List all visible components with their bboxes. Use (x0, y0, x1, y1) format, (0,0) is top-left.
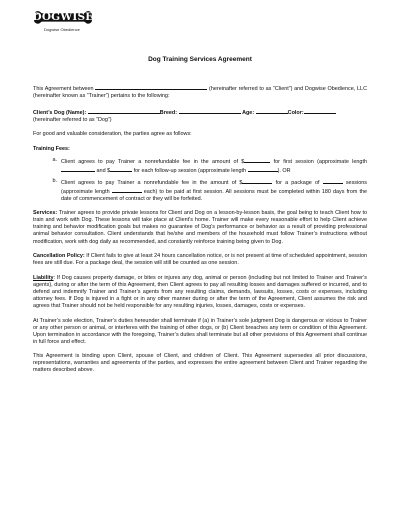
agreement-body (33, 84, 367, 382)
dog-info-paragraph (33, 108, 367, 124)
training-fees-heading: Training Fees: (33, 145, 70, 152)
age-blank[interactable] (256, 108, 288, 114)
fee-option-b-text (61, 178, 367, 203)
package-count-blank[interactable] (323, 178, 343, 184)
fee-a-part1: Client agrees to pay Trainer a nonrefundable fee in the amount of $ (61, 158, 245, 165)
followup-fee-blank[interactable] (110, 166, 132, 172)
client-name-blank[interactable] (95, 84, 207, 90)
logo-text: DOGWISE (32, 11, 94, 23)
services-paragraph (33, 210, 367, 245)
fee-b-part3: sessions (approximate length (61, 179, 367, 196)
binding-paragraph: This Agreement is binding upon Client, spouse of Client, and children of Client. This Agreement supersedes all prior discussions, representations, warranties and agreements of the parties, and expresses the entire agreement between Client and Trainer regarding the matters described above. (33, 353, 367, 374)
fee-a-part5: ). OR (277, 167, 291, 174)
training-fees-section (33, 146, 367, 204)
fee-option-b-marker: b. (52, 177, 57, 184)
breed-blank[interactable] (179, 108, 241, 114)
intro-paragraph (33, 84, 367, 100)
followup-length-blank[interactable] (248, 166, 278, 172)
fee-options-list (33, 157, 367, 203)
first-session-length-blank[interactable] (61, 166, 95, 172)
cancellation-paragraph (33, 253, 367, 267)
age-label: Age: (242, 109, 255, 116)
consideration-paragraph: For good and valuable consideration, the parties agree as follows: (33, 131, 192, 138)
fee-a-part2: for first session (approximate length (273, 158, 367, 165)
package-length-blank[interactable] (112, 187, 142, 193)
termination-paragraph: At Trainer’s sole election, Trainer’s duties hereunder shall terminate if (a) in Trainer’s sole judgment Dog is dangerous or vicious to Trainer or any other person or animal, or interferes with the training of other dogs, or (b) Client breaches any term or condition of this Agreement. Upon termination in accordance with the foregoing, Trainer’s duties shall terminate but all other provisions of this Agreement shall continue in full force and effect. (33, 317, 367, 345)
liability-heading: Liability (33, 274, 54, 281)
color-label: Color: (287, 109, 304, 116)
intro-part1: This Agreement between (33, 86, 94, 92)
services-heading: Services: (33, 210, 58, 217)
fee-option-a-text (61, 157, 367, 175)
fee-a-part3: and $ (96, 167, 111, 174)
liability-paragraph (33, 275, 367, 310)
breed-label: Breed: (159, 109, 178, 116)
page-title: Dog Training Services Agreement (148, 56, 252, 63)
dog-name-label: Client’s Dog (Name): (33, 109, 87, 116)
fee-option-b (33, 178, 367, 203)
fee-b-part1: Client agrees to pay Trainer a nonrefundable fee in the amount of $ (61, 179, 243, 186)
cancellation-text: If Client fails to give at least 24 hours cancellation notice, or is not present at time of scheduled appointment, session fees are still due. For a package deal, the session will still be counted as one session. (33, 253, 367, 267)
cancellation-heading: Cancellation Policy: (33, 253, 85, 260)
intro-part2: (hereinafter referred to as “Client”) and Dogwise Obedience, LLC (hereinafter known as “Trainer”) pertains to the following: (33, 86, 367, 100)
dog-info-suffix: (hereinafter referred to as “Dog”) (33, 116, 112, 123)
dog-name-blank[interactable] (88, 108, 160, 114)
fee-a-part4: for each follow-up session (approximate length (133, 167, 247, 174)
logo-tagline: Dogwise Obedience (44, 27, 80, 32)
fee-b-part4: each) to be paid at first session. All sessions must be completed within 180 days from the date of commencement of contract or they will be forfeited. (61, 189, 368, 203)
services-text: Trainer agrees to provide private lessons for Client and Dog on a lesson-by-lesson basis, the goal being to teach Client how to train and work with Dog. These lessons will take place at Client’s home. Trainer will make every reasonable effort to help Client achieve training and behavior modification goals but makes no guarantee of Dog’s performance or behavior as a result of providing professional animal behavior consultation. Client understands that he/she and members of the household must follow Trainer’s instructions without modification, work with dog daily as recommended, and constantly reinforce training being given to Dog. (33, 210, 367, 245)
package-fee-blank[interactable] (242, 178, 272, 184)
first-session-fee-blank[interactable] (244, 157, 270, 163)
liability-text: : If Dog causes property damage, or bites or injures any dog, animal or person (including but not limited to Trainer and Trainer’s agents), during or after the term of this Agreement, then Client agrees to pay all resulting losses and damages suffered or incurred, and to defend and indemnify Trainer and Trainer’s agents from any resulting claims, demands, lawsuits, losses, costs or expenses, including attorney fees. If Dog is injured in a fight or in any other manner during or after the term of the Agreement, Client assumes the risk and agrees that Trainer should not be held responsible for any resulting injuries, losses, damages, costs or expenses. (33, 274, 367, 310)
dogwise-logo (32, 8, 94, 34)
color-blank[interactable] (304, 108, 336, 114)
fee-option-a (33, 157, 367, 175)
fee-option-a-marker: a. (52, 156, 57, 163)
fee-b-part2: for a package of (275, 179, 320, 186)
